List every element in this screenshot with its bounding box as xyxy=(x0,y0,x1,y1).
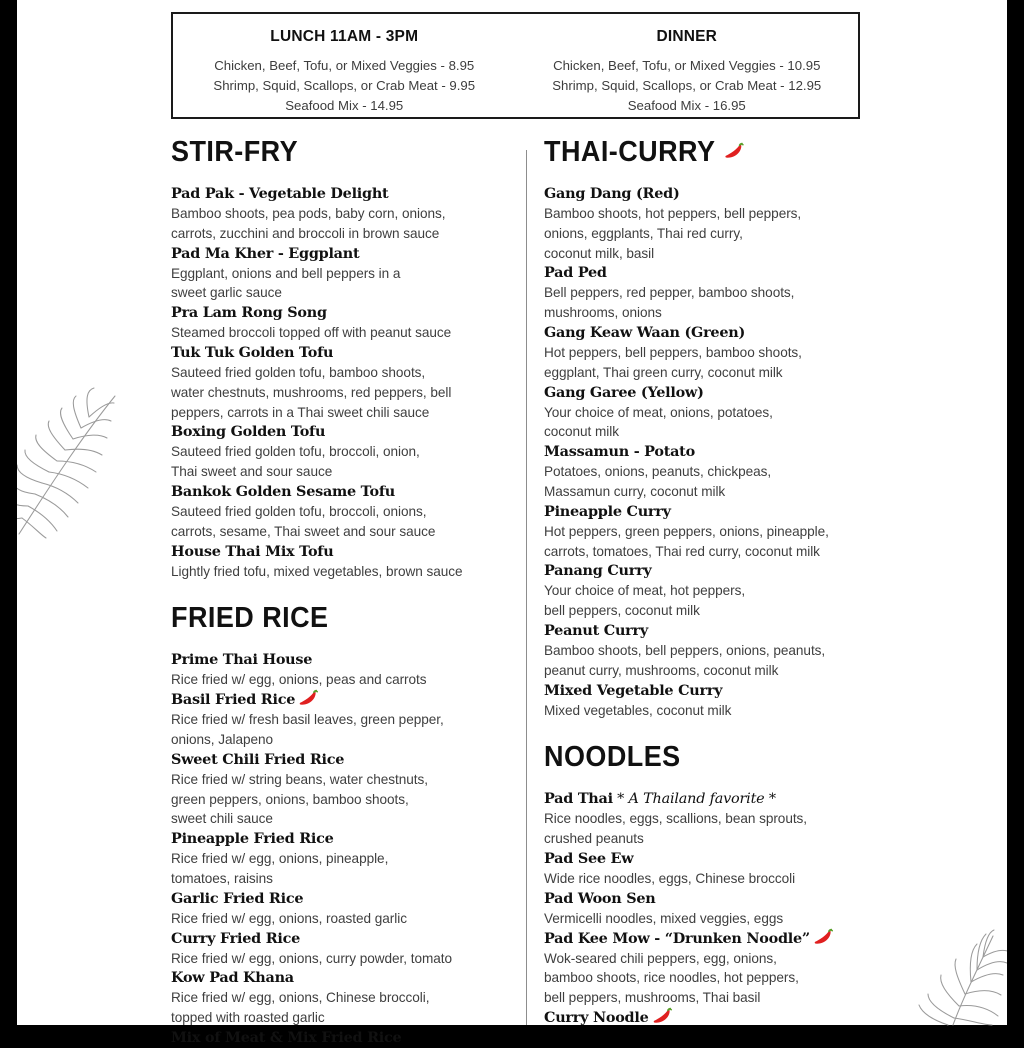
section-heading xyxy=(171,138,487,167)
spicy-chili-icon xyxy=(725,143,744,159)
menu-item-name xyxy=(171,1028,511,1048)
menu-item-description-line: tomatoes, raisins xyxy=(171,870,273,886)
menu-item xyxy=(544,383,889,443)
menu-item xyxy=(171,244,511,304)
menu-item-name-label: Pad Pak - Vegetable Delight xyxy=(171,185,389,202)
menu-item-description-line: carrots, tomatoes, Thai red curry, coconut milk xyxy=(544,543,820,559)
menu-item-description xyxy=(544,641,889,681)
menu-item-name xyxy=(171,422,511,442)
menu-item-name xyxy=(171,244,511,264)
menu-item-description-line: Mixed vegetables, coconut milk xyxy=(544,702,732,718)
dinner-price-line: Shrimp, Squid, Scallops, or Crab Meat - 12.95 xyxy=(552,78,822,93)
lunch-price-line: Shrimp, Squid, Scallops, or Crab Meat - 9.95 xyxy=(213,78,476,93)
menu-item-description-line: carrots, sesame, Thai sweet and sour sauce xyxy=(171,523,436,539)
menu-item-description-line: bell peppers, mushrooms, Thai basil xyxy=(544,990,761,1006)
section-heading-label: FRIED RICE xyxy=(171,602,329,635)
page-edge-bar-left xyxy=(0,0,17,1025)
dinner-price-column xyxy=(516,14,859,117)
menu-item-name-label: Gang Garee (Yellow) xyxy=(544,383,704,401)
lunch-price-column xyxy=(173,14,516,117)
menu-item-name-label: Kow Pad Khana xyxy=(171,969,294,987)
menu-item-description-line: Sauteed fried golden tofu, bamboo shoots, xyxy=(171,364,426,380)
menu-item-name-label: Pineapple Fried Rice xyxy=(171,830,334,848)
menu-item-name-label: Pineapple Curry xyxy=(544,502,671,520)
menu-item-name xyxy=(544,263,889,283)
menu-item-description xyxy=(544,522,889,562)
menu-column-left xyxy=(171,138,511,1048)
menu-item xyxy=(171,482,511,542)
menu-item xyxy=(544,681,889,721)
menu-item-description-line: Potatoes, onions, peanuts, chickpeas, xyxy=(544,464,772,480)
menu-item-name-label: Boxing Golden Tofu xyxy=(171,423,326,441)
menu-item-name-label: Peanut Curry xyxy=(544,621,648,639)
menu-item xyxy=(171,184,511,244)
menu-item-name xyxy=(544,383,889,403)
menu-item-description-line: sweet chili sauce xyxy=(171,811,273,827)
dinner-price-line: Chicken, Beef, Tofu, or Mixed Veggies - 10.95 xyxy=(553,58,821,73)
dinner-title: DINNER xyxy=(656,28,718,45)
menu-item xyxy=(171,889,511,929)
palm-frond-right-icon xyxy=(897,930,1012,1025)
menu-item-name xyxy=(544,929,889,949)
menu-item xyxy=(544,789,889,849)
menu-item-name-label: Bankok Golden Sesame Tofu xyxy=(171,482,395,500)
menu-item-name-label: Curry Noodle xyxy=(544,1008,649,1026)
page-edge-bar-right xyxy=(1007,0,1024,1025)
menu-item-name-label: Tuk Tuk Golden Tofu xyxy=(171,343,334,361)
menu-item xyxy=(171,929,511,969)
menu-item-name-label: Gang Keaw Waan (Green) xyxy=(544,323,746,341)
section-heading xyxy=(544,743,865,772)
menu-item xyxy=(171,422,511,482)
menu-item-name xyxy=(544,323,889,343)
menu-item-name xyxy=(544,561,889,581)
menu-item-description xyxy=(544,869,889,889)
menu-item-description xyxy=(171,909,511,929)
menu-item-description-line: Eggplant, onions and bell peppers in a xyxy=(171,265,401,281)
menu-item xyxy=(171,690,511,750)
menu-item xyxy=(171,303,511,343)
menu-item-description-line: Lightly fried tofu, mixed vegetables, brown sauce xyxy=(171,563,463,579)
menu-item xyxy=(171,750,511,829)
section-heading xyxy=(544,138,865,167)
menu-item xyxy=(544,184,889,263)
menu-item-description-line: Bamboo shoots, bell peppers, onions, peanuts, xyxy=(544,642,826,658)
menu-item-description xyxy=(171,670,511,690)
menu-item-description xyxy=(171,363,511,422)
menu-item-description-line: Hot peppers, green peppers, onions, pineapple, xyxy=(544,523,829,539)
menu-item-name xyxy=(171,184,511,204)
menu-item-description-line: onions, Jalapeno xyxy=(171,731,273,747)
menu-item-description-line: Rice fried w/ egg, onions, roasted garlic xyxy=(171,910,407,926)
menu-item-description xyxy=(171,710,511,750)
menu-item-name-label: Mix of Meat & Mix Fried Rice xyxy=(171,1028,402,1046)
section-heading-label: THAI-CURRY xyxy=(544,136,716,168)
dinner-price-line: Seafood Mix - 16.95 xyxy=(627,98,746,113)
menu-item-description xyxy=(544,204,889,263)
section-heading-label: STIR-FRY xyxy=(171,136,299,168)
menu-item-name xyxy=(544,184,889,204)
menu-item-name xyxy=(171,542,511,562)
menu-item xyxy=(544,889,889,929)
menu-item-description xyxy=(544,403,889,443)
section-heading xyxy=(171,604,487,633)
menu-item-description-line: sweet garlic sauce xyxy=(171,285,282,301)
menu-item-description-line: Bamboo shoots, pea pods, baby corn, onions, xyxy=(171,206,446,221)
menu-item-description-line: Rice fried w/ egg, onions, peas and carrots xyxy=(171,672,427,688)
menu-item-description-line: Hot peppers, bell peppers, bamboo shoots, xyxy=(544,344,802,360)
menu-item-name-label: Garlic Fried Rice xyxy=(171,889,304,907)
menu-item-description xyxy=(544,949,889,1008)
menu-item-description xyxy=(171,770,511,829)
menu-item-name xyxy=(544,621,889,641)
menu-item-description-line: topped with roasted garlic xyxy=(171,1010,325,1026)
menu-item-note: * A Thailand favorite * xyxy=(612,791,776,808)
menu-item-name-label: Pad Ped xyxy=(544,264,607,282)
menu-item-description-line: coconut milk xyxy=(544,424,619,440)
menu-item-description-line: peppers, carrots in a Thai sweet chili sauce xyxy=(171,404,430,420)
menu-item-description xyxy=(171,562,511,582)
palm-frond-left-icon xyxy=(15,388,120,538)
menu-item-description-line: Rice fried w/ string beans, water chestnuts, xyxy=(171,771,428,787)
menu-item-description xyxy=(171,849,511,889)
menu-item xyxy=(171,650,511,690)
menu-item-description-line: Vermicelli noodles, mixed veggies, eggs xyxy=(544,910,784,926)
menu-item-name xyxy=(544,789,889,809)
menu-item-name-label: Mixed Vegetable Curry xyxy=(544,681,723,699)
menu-item-name-label: Pad Ma Kher - Eggplant xyxy=(171,244,360,262)
menu-item-description-line: coconut milk, basil xyxy=(544,245,655,261)
menu-item xyxy=(171,968,511,1028)
menu-item-description-line: Rice fried w/ fresh basil leaves, green pepper, xyxy=(171,712,444,728)
menu-item-name xyxy=(171,889,511,909)
section-spacer xyxy=(544,720,889,743)
menu-item-name xyxy=(544,681,889,701)
menu-item-description-line: Your choice of meat, onions, potatoes, xyxy=(544,404,773,420)
menu-item-description xyxy=(171,442,511,482)
menu-item xyxy=(544,442,889,502)
menu-item-name-label: Pra Lam Rong Song xyxy=(171,304,327,322)
menu-item-description xyxy=(171,502,511,542)
menu-item-description xyxy=(544,462,889,502)
menu-item xyxy=(544,621,889,681)
menu-item xyxy=(544,849,889,889)
menu-item xyxy=(544,323,889,383)
menu-item-name xyxy=(171,650,511,670)
menu-item-name xyxy=(171,690,511,710)
menu-item-description xyxy=(544,581,889,621)
menu-item-name-label: Pad Kee Mow - “Drunken Noodle” xyxy=(544,929,810,947)
menu-column-right xyxy=(544,138,889,1028)
column-divider xyxy=(526,150,527,1025)
menu-item-description-line: carrots, zucchini and broccoli in brown sauce xyxy=(171,225,440,241)
menu-item xyxy=(544,502,889,562)
menu-item-name-label: Prime Thai House xyxy=(171,651,313,669)
menu-item-description-line: Rice fried w/ egg, onions, curry powder, tomato xyxy=(171,950,452,966)
menu-item-name-label: Gang Dang (Red) xyxy=(544,185,680,202)
menu-item-description-line: Wok-seared chili peppers, egg, onions, xyxy=(544,950,777,966)
spicy-chili-icon xyxy=(814,929,833,945)
menu-item-name xyxy=(171,343,511,363)
menu-item-description-line: mushrooms, onions xyxy=(544,305,662,321)
menu-item-name-label: Sweet Chili Fried Rice xyxy=(171,750,345,768)
lunch-price-line: Chicken, Beef, Tofu, or Mixed Veggies - 8.95 xyxy=(214,58,475,73)
menu-item-description-line: Rice fried w/ egg, onions, pineapple, xyxy=(171,851,389,867)
menu-item-name xyxy=(544,442,889,462)
menu-item-name-label: Basil Fried Rice xyxy=(171,691,296,709)
menu-item-name xyxy=(544,849,889,869)
menu-item-description-line: bamboo shoots, rice noodles, hot peppers, xyxy=(544,970,799,986)
menu-item-description xyxy=(171,949,511,969)
menu-item-name-label: Pad Woon Sen xyxy=(544,889,656,907)
menu-item-description-line: eggplant, Thai green curry, coconut milk xyxy=(544,364,783,380)
menu-item-name xyxy=(544,1008,889,1028)
lunch-price-line: Seafood Mix - 14.95 xyxy=(285,98,404,113)
menu-item-description-line: Wide rice noodles, eggs, Chinese broccoli xyxy=(544,870,796,886)
menu-item-description xyxy=(171,264,511,304)
menu-item-description xyxy=(171,988,511,1028)
menu-item xyxy=(544,263,889,323)
menu-item-description xyxy=(544,343,889,383)
menu-item-description-line: Bamboo shoots, hot peppers, bell peppers, xyxy=(544,206,802,221)
menu-item xyxy=(544,561,889,621)
menu-item xyxy=(171,829,511,889)
menu-item-description-line: Rice noodles, eggs, scallions, bean sprouts, xyxy=(544,811,808,827)
menu-item-description-line: Bell peppers, red pepper, bamboo shoots, xyxy=(544,285,795,301)
menu-item-description-line: bell peppers, coconut milk xyxy=(544,603,700,619)
menu-item-description-line: onions, eggplants, Thai red curry, xyxy=(544,225,743,241)
menu-item-description-line: green peppers, onions, bamboo shoots, xyxy=(171,791,409,807)
menu-item-description xyxy=(544,701,889,721)
menu-item-name xyxy=(171,968,511,988)
menu-item-name xyxy=(171,929,511,949)
menu-item-name-label: Panang Curry xyxy=(544,562,652,580)
menu-sheet xyxy=(17,0,1007,1046)
menu-item-name-label: Pad See Ew xyxy=(544,849,634,867)
section-heading-label: NOODLES xyxy=(544,741,681,774)
menu-item-description-line: water chestnuts, mushrooms, red peppers, bell xyxy=(171,384,452,400)
menu-item-description-line: crushed peanuts xyxy=(544,831,644,847)
menu-item-name-label: Pad Thai xyxy=(544,790,613,808)
menu-item-name xyxy=(171,303,511,323)
menu-item-name xyxy=(544,889,889,909)
menu-item xyxy=(544,929,889,1008)
menu-item xyxy=(171,542,511,582)
menu-item-name xyxy=(171,750,511,770)
lunch-title: LUNCH 11AM - 3PM xyxy=(270,28,419,45)
menu-item-name xyxy=(171,482,511,502)
menu-item-description-line: Sauteed fried golden tofu, broccoli, onion, xyxy=(171,444,420,460)
menu-item-description-line: Your choice of meat, hot peppers, xyxy=(544,583,746,599)
menu-item-name-label: Massamun - Potato xyxy=(544,443,695,461)
menu-item-description xyxy=(171,204,511,244)
menu-item-name xyxy=(171,829,511,849)
section-spacer xyxy=(171,581,511,604)
menu-item-description-line: Rice fried w/ egg, onions, Chinese broccoli, xyxy=(171,990,430,1006)
menu-item-description-line: peanut curry, mushrooms, coconut milk xyxy=(544,662,779,678)
menu-item-description xyxy=(544,809,889,849)
menu-item-name-label: House Thai Mix Tofu xyxy=(171,542,334,560)
menu-item-description xyxy=(544,283,889,323)
menu-item-name-label: Curry Fried Rice xyxy=(171,929,301,947)
menu-item xyxy=(171,1028,511,1048)
menu-item-name xyxy=(544,502,889,522)
menu-item-description-line: Massamun curry, coconut milk xyxy=(544,483,726,499)
menu-item-description xyxy=(544,909,889,929)
spicy-chili-icon xyxy=(299,690,318,706)
menu-item xyxy=(544,1008,889,1028)
spicy-chili-icon xyxy=(653,1008,672,1024)
menu-item-description-line: Steamed broccoli topped off with peanut sauce xyxy=(171,325,452,341)
menu-item-description xyxy=(171,323,511,343)
price-header-box xyxy=(171,12,860,119)
menu-item-description-line: Sauteed fried golden tofu, broccoli, onions, xyxy=(171,503,427,519)
menu-item-description-line: Thai sweet and sour sauce xyxy=(171,464,333,480)
menu-item xyxy=(171,343,511,422)
